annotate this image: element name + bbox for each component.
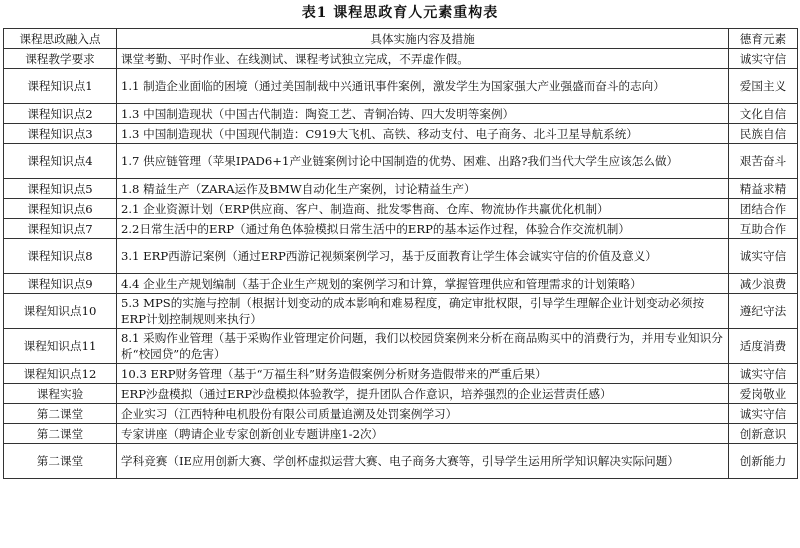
integration-point-cell: 课程教学要求 [4, 49, 117, 69]
content-cell: 5.3 MPS的实施与控制（根据计划变动的成本影响和难易程度，确定审批权限，引导学生理解企业计划变动必须按ERP计划控制规则来执行） [117, 294, 729, 329]
table-row [4, 404, 798, 424]
moral-element-cell: 民族自信 [729, 124, 798, 144]
content-cell: 企业实习（江西特种电机股份有限公司质量追溯及处罚案例学习） [117, 404, 729, 424]
table-row [4, 294, 798, 329]
content-cell: 学科竞赛（IE应用创新大赛、学创杯虚拟运营大赛、电子商务大赛等，引导学生运用所学知识解决实际问题） [117, 444, 729, 479]
table-title: 表1 课程思政育人元素重构表 [301, 5, 499, 21]
table-row [4, 384, 798, 404]
content-cell: 1.1 制造企业面临的困境（通过美国制裁中兴通讯事件案例，激发学生为国家强大产业强盛而奋斗的志向） [117, 69, 729, 104]
integration-point-cell: 课程知识点1 [4, 69, 117, 104]
moral-element-cell: 团结合作 [729, 199, 798, 219]
header-integration-point: 课程思政融入点 [4, 29, 117, 49]
content-cell: 4.4 企业生产规划编制（基于企业生产规划的案例学习和计算，掌握管理供应和管理需求的计划策略） [117, 274, 729, 294]
integration-point-cell: 第二课堂 [4, 424, 117, 444]
content-cell: 3.1 ERP西游记案例（通过ERP西游记视频案例学习，基于反面教育让学生体会诚实守信的价值及意义） [117, 239, 729, 274]
table-row [4, 329, 798, 364]
table-row [4, 364, 798, 384]
course-elements-table [3, 28, 798, 479]
moral-element-cell: 艰苦奋斗 [729, 144, 798, 179]
table-row [4, 69, 798, 104]
table-row [4, 274, 798, 294]
integration-point-cell: 课程知识点12 [4, 364, 117, 384]
table-row [4, 124, 798, 144]
content-cell: 8.1 采购作业管理（基于采购作业管理定价问题，我们以校园贷案例来分析在商品购买中的消费行为，并用专业知识分析“校园贷”的危害） [117, 329, 729, 364]
integration-point-cell: 课程知识点11 [4, 329, 117, 364]
content-cell: 专家讲座（聘请企业专家创新创业专题讲座1-2次） [117, 424, 729, 444]
moral-element-cell: 爱岗敬业 [729, 384, 798, 404]
header-row [4, 29, 798, 49]
header-moral-element: 德育元素 [729, 29, 798, 49]
table-row [4, 239, 798, 274]
integration-point-cell: 课程知识点2 [4, 104, 117, 124]
integration-point-cell: 课程知识点7 [4, 219, 117, 239]
table-row [4, 144, 798, 179]
integration-point-cell: 第二课堂 [4, 444, 117, 479]
integration-point-cell: 课程知识点8 [4, 239, 117, 274]
table-row [4, 424, 798, 444]
moral-element-cell: 诚实守信 [729, 239, 798, 274]
moral-element-cell: 减少浪费 [729, 274, 798, 294]
moral-element-cell: 互助合作 [729, 219, 798, 239]
content-cell: 1.8 精益生产（ZARA运作及BMW自动化生产案例，讨论精益生产） [117, 179, 729, 199]
content-cell: 课堂考勤、平时作业、在线测试、课程考试独立完成，不弄虚作假。 [117, 49, 729, 69]
integration-point-cell: 课程知识点4 [4, 144, 117, 179]
integration-point-cell: 课程知识点10 [4, 294, 117, 329]
integration-point-cell: 课程知识点3 [4, 124, 117, 144]
integration-point-cell: 课程知识点5 [4, 179, 117, 199]
moral-element-cell: 精益求精 [729, 179, 798, 199]
moral-element-cell: 诚实守信 [729, 49, 798, 69]
moral-element-cell: 诚实守信 [729, 404, 798, 424]
moral-element-cell: 诚实守信 [729, 364, 798, 384]
content-cell: 10.3 ERP财务管理（基于“万福生科”财务造假案例分析财务造假带来的严重后果） [117, 364, 729, 384]
integration-point-cell: 课程实验 [4, 384, 117, 404]
table-row [4, 179, 798, 199]
content-cell: 1.3 中国制造现状（中国现代制造：C919大飞机、高铁、移动支付、电子商务、北斗卫星导航系统） [117, 124, 729, 144]
table-body [4, 49, 798, 479]
moral-element-cell: 文化自信 [729, 104, 798, 124]
moral-element-cell: 爱国主义 [729, 69, 798, 104]
content-cell: 2.2日常生活中的ERP（通过角色体验模拟日常生活中的ERP的基本运作过程，体验合作交流机制） [117, 219, 729, 239]
moral-element-cell: 创新意识 [729, 424, 798, 444]
integration-point-cell: 课程知识点9 [4, 274, 117, 294]
content-cell: 2.1 企业资源计划（ERP供应商、客户、制造商、批发零售商、仓库、物流协作共赢优化机制） [117, 199, 729, 219]
table-row [4, 49, 798, 69]
moral-element-cell: 适度消费 [729, 329, 798, 364]
content-cell: 1.7 供应链管理（苹果IPAD6+1产业链案例讨论中国制造的优势、困难、出路?我们当代大学生应该怎么做） [117, 144, 729, 179]
moral-element-cell: 创新能力 [729, 444, 798, 479]
table-row [4, 444, 798, 479]
content-cell: ERP沙盘模拟（通过ERP沙盘模拟体验教学，提升团队合作意识，培养强烈的企业运营责任感） [117, 384, 729, 404]
integration-point-cell: 第二课堂 [4, 404, 117, 424]
header-content-measures: 具体实施内容及措施 [117, 29, 729, 49]
table-row [4, 199, 798, 219]
content-cell: 1.3 中国制造现状（中国古代制造：陶瓷工艺、青铜冶铸、四大发明等案例） [117, 104, 729, 124]
table-row [4, 104, 798, 124]
integration-point-cell: 课程知识点6 [4, 199, 117, 219]
table-row [4, 219, 798, 239]
moral-element-cell: 遵纪守法 [729, 294, 798, 329]
